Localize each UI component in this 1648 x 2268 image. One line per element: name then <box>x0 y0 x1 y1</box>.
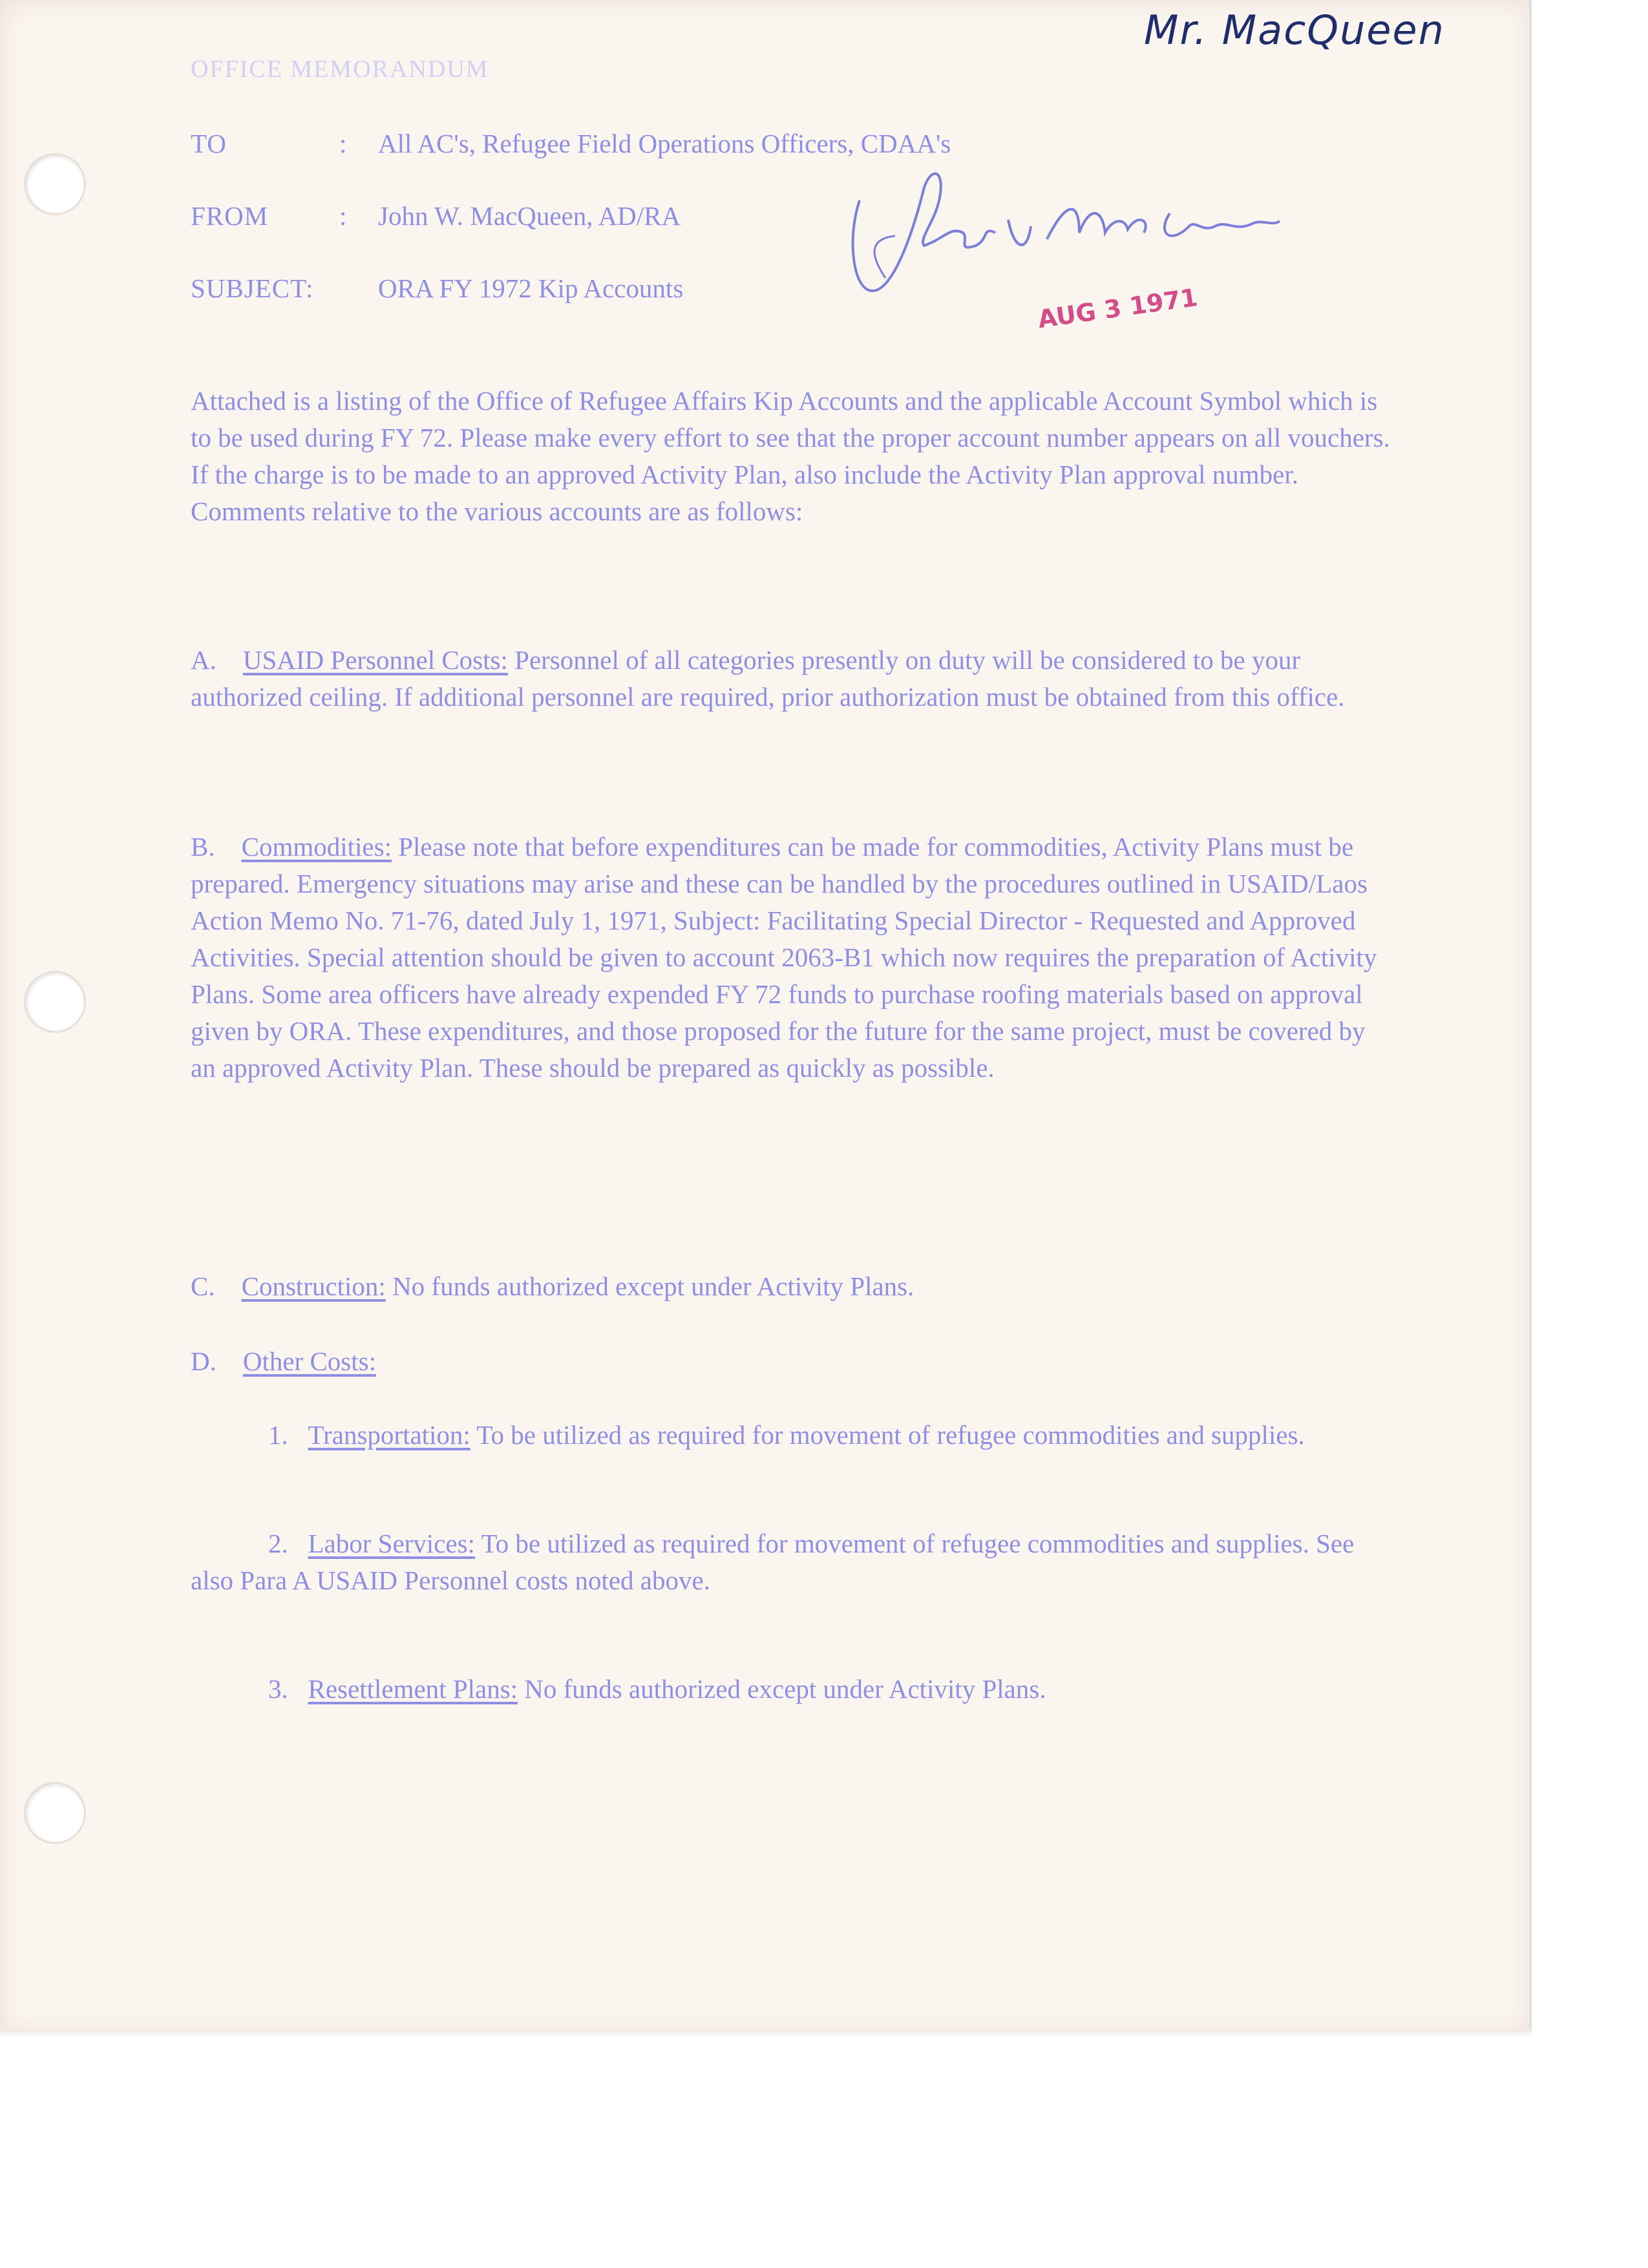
section-d1-marker: 1. <box>268 1420 288 1450</box>
section-d2-text: To be utilized as required for movement of refugee commodities and supplies. See also Para A USAID Personnel costs noted above. <box>191 1529 1355 1595</box>
section-a-heading: USAID Personnel Costs: <box>242 645 508 675</box>
section-b <box>191 829 1393 1086</box>
section-d3-text: No funds authorized except under Activity Plans. <box>518 1674 1046 1704</box>
section-c-marker: C. <box>191 1271 215 1301</box>
section-d1-heading: Transportation: <box>308 1420 470 1450</box>
to-colon: : <box>339 129 347 158</box>
page-bottom-shadow <box>0 2030 1532 2037</box>
to-label: TO <box>191 129 227 158</box>
date-stamp: AUG 3 1971 <box>1036 282 1199 334</box>
subject-row <box>191 273 683 304</box>
section-d2-marker: 2. <box>268 1529 288 1558</box>
section-c-heading: Construction: <box>241 1271 386 1301</box>
section-a <box>191 642 1393 715</box>
section-b-text: Please note that before expenditures can be made for commodities, Activity Plans must be prepared. Emergency situations may arise and these can be handled by the procedures outlined in USAID/Laos Action Memo No. 71-76, dated July 1, 1971, Subject: Facilitating Special Director - Requested and Approved Activities. Special attention should be given to account 2063-B1 which now requires the preparation of Activity Plans. Some area officers have already expended FY 72 funds to purchase roofing materials based on approval given by ORA. These expenditures, and those proposed for the future for the same project, must be covered by an approved Activity Plan. These should be prepared as quickly as possible. <box>191 832 1377 1083</box>
section-d-heading: Other Costs: <box>242 1346 377 1376</box>
punch-hole-bottom <box>26 1784 84 1842</box>
punch-hole-middle <box>26 973 84 1031</box>
section-d3-heading: Resettlement Plans: <box>308 1674 518 1704</box>
section-d1 <box>191 1417 1393 1454</box>
punch-hole-top <box>26 155 84 213</box>
section-d3-marker: 3. <box>268 1674 288 1704</box>
subject-label: SUBJECT: <box>191 273 314 303</box>
handwritten-annotation: Mr. MacQueen <box>1144 6 1445 54</box>
intro-paragraph <box>191 383 1393 530</box>
to-value: All AC's, Refugee Field Operations Officers, CDAA's <box>378 129 951 158</box>
signature <box>834 162 1286 317</box>
section-d3 <box>191 1671 1393 1708</box>
subject-value: ORA FY 1972 Kip Accounts <box>378 273 684 303</box>
section-b-marker: B. <box>191 832 215 862</box>
section-d-marker: D. <box>191 1346 217 1376</box>
section-d2-heading: Labor Services: <box>308 1529 475 1558</box>
section-c-text: No funds authorized except under Activity Plans. <box>385 1271 914 1301</box>
section-d1-text: To be utilized as required for movement of refugee commodities and supplies. <box>470 1420 1305 1450</box>
section-d2 <box>191 1525 1393 1599</box>
page-edge <box>1530 0 1532 2036</box>
section-d <box>191 1343 1393 1380</box>
section-a-text: Personnel of all categories presently on duty will be considered to be your authorized ceiling. If additional personnel are required, prior authorization must be obtained from this office. <box>191 645 1345 712</box>
from-value: John W. MacQueen, AD/RA <box>378 201 681 231</box>
from-row <box>191 200 681 231</box>
section-b-heading: Commodities: <box>241 832 392 862</box>
memo-title: OFFICE MEMORANDUM <box>191 56 489 83</box>
intro-text: Attached is a listing of the Office of Refugee Affairs Kip Accounts and the applicable Account Symbol which is to be used during FY 72. Please make every effort to see that the proper account number appears on all vouchers. If the charge is to be made to an approved Activity Plan, also include the Activity Plan approval number. Comments relative to the various accounts are as follows: <box>191 386 1390 526</box>
section-a-marker: A. <box>191 645 217 675</box>
to-row <box>191 128 951 159</box>
from-colon: : <box>339 201 347 231</box>
from-label: FROM <box>191 201 269 231</box>
section-c <box>191 1268 1393 1305</box>
